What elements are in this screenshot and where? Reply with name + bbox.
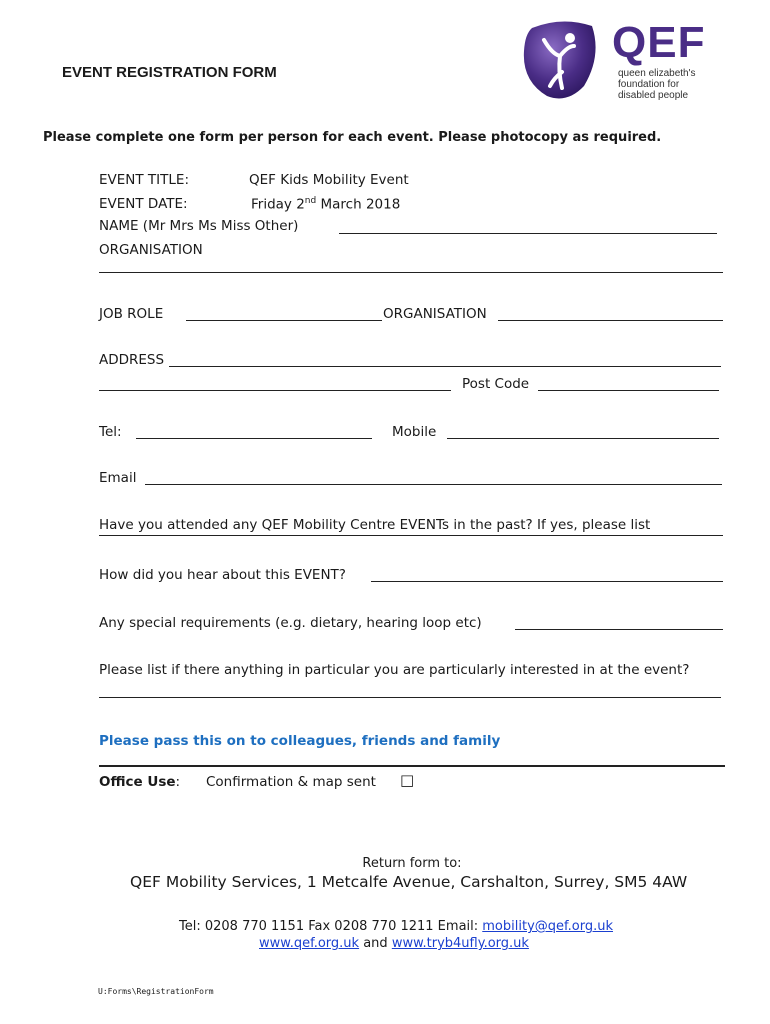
email-field[interactable]	[145, 484, 722, 485]
event-date-label: EVENT DATE:	[99, 196, 188, 212]
qef-logo-line3: disabled people	[618, 90, 689, 101]
attended-field[interactable]	[99, 535, 723, 536]
confirmation-checkbox[interactable]: □	[400, 771, 415, 789]
form-title: EVENT REGISTRATION FORM	[62, 64, 277, 81]
organisation-field[interactable]	[99, 272, 723, 273]
hear-field[interactable]	[371, 581, 723, 582]
qef-logo	[522, 16, 722, 102]
return-heading	[0, 856, 770, 871]
intro-text: Please complete one form per person for each event. Please photocopy as required.	[43, 130, 662, 145]
special-requirements-question: Any special requirements (e.g. dietary, hearing loop etc)	[99, 615, 482, 631]
contact-line	[179, 919, 613, 934]
address-field-line2[interactable]	[99, 390, 451, 391]
office-use-colon: :	[175, 774, 181, 790]
post-code-field[interactable]	[538, 390, 719, 391]
special-requirements-field[interactable]	[515, 629, 723, 630]
organisation-label: ORGANISATION	[99, 242, 203, 258]
name-field[interactable]	[339, 233, 717, 234]
website-and: and	[359, 936, 392, 951]
return-heading-text: Return form to:	[362, 856, 462, 871]
interest-question: Please list if there anything in particular you are particularly interested in at the event?	[99, 662, 690, 678]
event-title-label: EVENT TITLE:	[99, 172, 190, 188]
footer-path: U:Forms\RegistrationForm	[98, 987, 214, 996]
office-use-label: Office Use	[99, 774, 176, 790]
email-label: Email	[99, 470, 137, 486]
return-address: QEF Mobility Services, 1 Metcalfe Avenue, Carshalton, Surrey, SM5 4AW	[130, 873, 688, 891]
event-title-value: QEF Kids Mobility Event	[249, 172, 409, 188]
website-line	[259, 936, 529, 951]
tel-label: Tel:	[99, 424, 122, 440]
event-date-value	[251, 196, 400, 213]
address-label: ADDRESS	[99, 352, 165, 368]
office-use-divider	[99, 765, 725, 767]
hear-question: How did you hear about this EVENT?	[99, 567, 346, 583]
office-use	[99, 774, 180, 790]
interest-field[interactable]	[99, 697, 721, 698]
job-role-label: JOB ROLE	[99, 306, 164, 322]
qef-logo-line1: queen elizabeth's	[618, 68, 696, 79]
mobile-field[interactable]	[447, 438, 719, 439]
event-date-day: Friday 2	[251, 196, 305, 213]
qef-logo-line2: foundation for	[618, 79, 680, 90]
website-link-tryb4ufly[interactable]: www.tryb4ufly.org.uk	[391, 936, 529, 951]
tel-field[interactable]	[136, 438, 372, 439]
contact-prefix: Tel: 0208 770 1151 Fax 0208 770 1211 Email:	[179, 919, 483, 934]
qef-logo-emblem	[522, 16, 604, 102]
website-link-qef[interactable]: www.qef.org.uk	[259, 936, 360, 951]
confirmation-label: Confirmation & map sent	[206, 774, 376, 790]
mobile-label: Mobile	[392, 424, 437, 440]
qef-logo-acronym: QEF	[612, 18, 706, 67]
email-link[interactable]: mobility@qef.org.uk	[482, 919, 613, 934]
post-code-label: Post Code	[462, 376, 530, 392]
pass-on-text: Please pass this on to colleagues, friends and family	[99, 733, 501, 749]
name-label: NAME (Mr Mrs Ms Miss Other)	[99, 218, 299, 234]
organisation-inline-field[interactable]	[498, 320, 723, 321]
event-date-suffix: nd	[304, 196, 317, 206]
address-field-line1[interactable]	[169, 366, 721, 367]
event-date-rest: March 2018	[316, 196, 401, 213]
attended-question: Have you attended any QEF Mobility Centre EVENTs in the past? If yes, please list	[99, 517, 651, 533]
organisation-inline-label: ORGANISATION	[383, 306, 487, 322]
job-role-field[interactable]	[186, 320, 382, 321]
